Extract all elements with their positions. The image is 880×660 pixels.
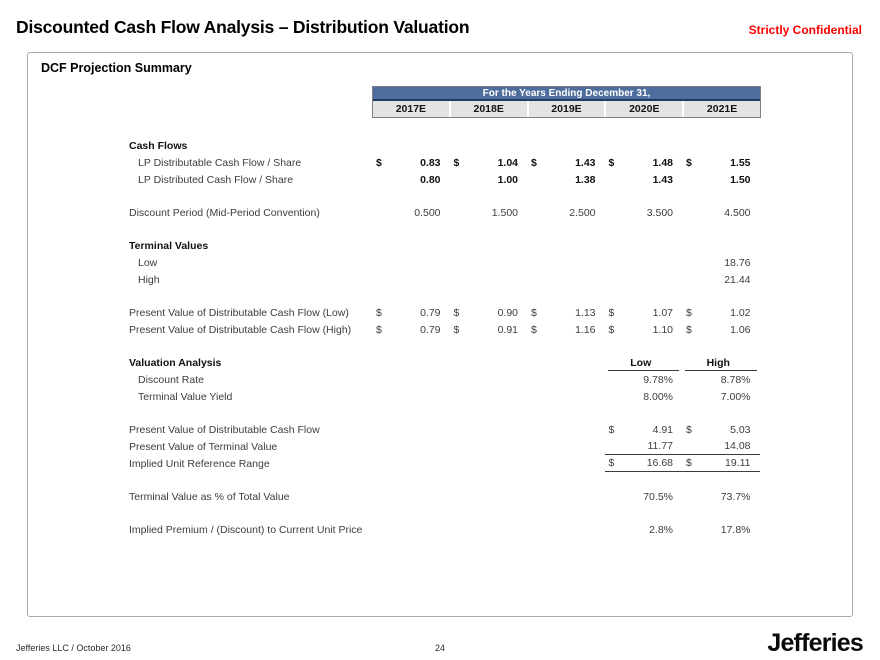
row-label: Terminal Value as % of Total Value xyxy=(129,490,290,503)
empty-cell xyxy=(527,254,605,271)
empty-cell xyxy=(372,388,450,405)
row-label: Present Value of Distributable Cash Flow (Low) xyxy=(129,306,349,319)
value-cell xyxy=(605,171,683,188)
cell-value: 9.78% xyxy=(643,373,673,386)
dollar-sign: $ xyxy=(453,156,460,169)
empty-cell xyxy=(450,271,528,288)
section-header-row xyxy=(28,137,852,154)
empty-cell xyxy=(372,371,450,388)
row-label: Terminal Values xyxy=(129,239,209,252)
year-column-header: 2021E xyxy=(682,101,760,117)
empty-cell xyxy=(450,521,528,538)
dollar-sign: $ xyxy=(608,423,615,436)
dollar-sign: $ xyxy=(608,323,615,336)
empty-cell xyxy=(527,421,605,438)
empty-cell xyxy=(372,271,450,288)
cell-value: 1.43 xyxy=(575,156,596,169)
year-column-header: 2020E xyxy=(604,101,682,117)
value-cell xyxy=(450,304,528,321)
dollar-sign: $ xyxy=(608,156,615,169)
row-label: Present Value of Distributable Cash Flow (High) xyxy=(129,323,352,336)
empty-cell xyxy=(450,254,528,271)
value-cell xyxy=(605,438,683,455)
cell-value: 4.500 xyxy=(724,206,751,219)
cell-value: 1.50 xyxy=(730,173,751,186)
value-cell xyxy=(450,154,528,171)
cell-value: 8.78% xyxy=(720,373,751,386)
cell-value: 19.11 xyxy=(725,457,751,469)
dollar-sign: $ xyxy=(453,306,460,319)
years-banner: For the Years Ending December 31, xyxy=(373,87,760,101)
cell-value: 2.8% xyxy=(649,523,673,536)
cell-value: 0.79 xyxy=(420,306,441,319)
row-label: Present Value of Distributable Cash Flow xyxy=(129,423,320,436)
cell-value: 5.03 xyxy=(730,423,751,436)
cell-value: 70.5% xyxy=(643,490,673,503)
spacer-row xyxy=(28,338,852,354)
value-cell xyxy=(682,154,760,171)
cell-value: 2.500 xyxy=(569,206,596,219)
dcf-table xyxy=(28,137,852,538)
value-cell xyxy=(527,204,605,221)
footer-firm-date: Jefferies LLC / October 2016 xyxy=(16,643,131,653)
value-cell xyxy=(372,154,450,171)
cell-value: 1.48 xyxy=(652,156,673,169)
row-label: Implied Premium / (Discount) to Current Unit Price xyxy=(129,523,363,536)
empty-cell xyxy=(450,488,528,505)
value-cell xyxy=(682,388,760,405)
cell-value: 17.8% xyxy=(720,523,751,536)
spacer-row xyxy=(28,288,852,304)
years-header-block xyxy=(372,86,761,118)
cell-value: 1.04 xyxy=(497,156,518,169)
row-label: Discount Period (Mid-Period Convention) xyxy=(129,206,320,219)
dollar-sign: $ xyxy=(531,306,537,319)
cell-value: 0.500 xyxy=(414,206,441,219)
value-cell xyxy=(682,304,760,321)
value-cell xyxy=(605,304,683,321)
empty-cell xyxy=(450,388,528,405)
panel-title: DCF Projection Summary xyxy=(41,61,192,75)
value-cell xyxy=(682,321,760,338)
cell-value: 1.00 xyxy=(497,173,518,186)
value-cell xyxy=(682,421,760,438)
value-cell xyxy=(682,171,760,188)
cell-value: 1.10 xyxy=(652,323,673,336)
row-label: Implied Unit Reference Range xyxy=(129,457,270,470)
value-cell xyxy=(682,371,760,388)
row-label: Present Value of Terminal Value xyxy=(129,440,278,453)
low-high-column-header: Low xyxy=(605,354,683,371)
value-cell xyxy=(605,321,683,338)
jefferies-logo: Jefferies xyxy=(767,629,863,657)
table-row xyxy=(28,388,852,405)
cell-value: 1.38 xyxy=(575,173,596,186)
value-cell xyxy=(450,204,528,221)
dollar-sign: $ xyxy=(376,156,382,169)
dollar-sign: $ xyxy=(531,156,537,169)
dollar-sign: $ xyxy=(376,323,382,336)
row-label: LP Distributed Cash Flow / Share xyxy=(138,173,294,186)
row-label: Terminal Value Yield xyxy=(138,390,233,403)
value-cell xyxy=(605,488,683,505)
empty-cell xyxy=(527,521,605,538)
table-row xyxy=(28,254,852,271)
cell-value: 1.16 xyxy=(575,323,596,336)
dollar-sign: $ xyxy=(608,306,615,319)
empty-cell xyxy=(605,271,683,288)
cell-value: 16.68 xyxy=(646,457,673,469)
cell-value: 0.79 xyxy=(420,323,441,336)
year-column-header: 2017E xyxy=(395,103,427,115)
year-column-header: 2018E xyxy=(449,101,527,117)
cell-value: 73.7% xyxy=(720,490,751,503)
dollar-sign: $ xyxy=(686,457,692,469)
value-cell xyxy=(605,204,683,221)
value-cell xyxy=(372,304,450,321)
confidential-label: Strictly Confidential xyxy=(748,23,862,37)
table-row xyxy=(28,304,852,321)
cell-value: 1.07 xyxy=(652,306,673,319)
empty-cell xyxy=(372,455,450,472)
value-cell xyxy=(682,254,760,271)
empty-cell xyxy=(450,455,528,472)
value-cell xyxy=(450,321,528,338)
row-label: Cash Flows xyxy=(129,139,188,152)
value-cell xyxy=(682,521,760,538)
slide-header xyxy=(16,17,862,38)
value-cell xyxy=(450,171,528,188)
dollar-sign: $ xyxy=(453,323,460,336)
value-cell xyxy=(605,154,683,171)
value-cell xyxy=(682,271,760,288)
value-cell xyxy=(682,204,760,221)
cell-value: 1.55 xyxy=(730,156,751,169)
cell-value: 1.500 xyxy=(491,206,518,219)
row-label: Low xyxy=(138,256,158,269)
dollar-sign: $ xyxy=(686,423,692,436)
value-cell xyxy=(605,371,683,388)
row-label: LP Distributable Cash Flow / Share xyxy=(138,156,302,169)
section-header-row xyxy=(28,237,852,254)
dollar-sign: $ xyxy=(376,306,382,319)
row-label: High xyxy=(138,273,160,286)
spacer-row xyxy=(28,505,852,521)
empty-cell xyxy=(372,421,450,438)
row-label: Valuation Analysis xyxy=(129,356,222,369)
dollar-sign: $ xyxy=(686,156,692,169)
table-row xyxy=(28,271,852,288)
dollar-sign: $ xyxy=(531,323,537,336)
spacer-row xyxy=(28,188,852,204)
empty-cell xyxy=(450,421,528,438)
empty-cell xyxy=(450,354,528,371)
empty-cell xyxy=(527,488,605,505)
empty-cell xyxy=(372,488,450,505)
empty-cell xyxy=(450,438,528,455)
value-cell xyxy=(682,455,760,472)
page-number: 24 xyxy=(434,643,445,653)
dollar-sign: $ xyxy=(608,457,615,469)
cell-value: 1.06 xyxy=(730,323,751,336)
table-row xyxy=(28,455,852,472)
value-cell xyxy=(682,488,760,505)
value-cell xyxy=(527,154,605,171)
value-cell xyxy=(527,171,605,188)
table-row xyxy=(28,371,852,388)
dollar-sign: $ xyxy=(686,306,692,319)
empty-cell xyxy=(372,354,450,371)
empty-cell xyxy=(527,271,605,288)
empty-cell xyxy=(527,388,605,405)
cell-value: 4.91 xyxy=(652,423,673,436)
empty-cell xyxy=(450,371,528,388)
value-cell xyxy=(372,204,450,221)
table-row xyxy=(28,204,852,221)
cell-value: 0.91 xyxy=(497,323,518,336)
value-cell xyxy=(527,321,605,338)
year-column-header: 2019E xyxy=(527,101,605,117)
table-row xyxy=(28,171,852,188)
low-high-column-header: High xyxy=(682,354,760,371)
empty-cell xyxy=(605,254,683,271)
cell-value: 21.44 xyxy=(724,273,751,286)
value-cell xyxy=(605,455,683,472)
value-cell xyxy=(527,304,605,321)
cell-value: 1.13 xyxy=(575,306,596,319)
cell-value: 0.90 xyxy=(497,306,518,319)
table-row xyxy=(28,321,852,338)
table-row xyxy=(28,521,852,538)
table-row xyxy=(28,421,852,438)
year-columns-row xyxy=(373,101,760,117)
empty-cell xyxy=(372,254,450,271)
value-cell xyxy=(605,421,683,438)
spacer-row xyxy=(28,221,852,237)
cell-value: 0.80 xyxy=(420,173,441,186)
cell-value: 14.08 xyxy=(724,440,751,452)
cell-value: 0.83 xyxy=(420,156,441,169)
cell-value: 1.02 xyxy=(730,306,751,319)
value-cell xyxy=(372,171,450,188)
empty-cell xyxy=(527,438,605,455)
empty-cell xyxy=(527,354,605,371)
empty-cell xyxy=(527,455,605,472)
table-row xyxy=(28,488,852,505)
table-row xyxy=(28,354,852,371)
spacer-row xyxy=(28,405,852,421)
value-cell xyxy=(605,388,683,405)
cell-value: 11.77 xyxy=(647,440,673,452)
cell-value: 1.43 xyxy=(652,173,673,186)
value-cell xyxy=(372,321,450,338)
empty-cell xyxy=(372,521,450,538)
empty-cell xyxy=(527,371,605,388)
cell-value: 3.500 xyxy=(646,206,673,219)
table-row xyxy=(28,438,852,455)
dcf-summary-panel xyxy=(27,52,853,617)
dollar-sign: $ xyxy=(686,323,692,336)
empty-cell xyxy=(372,438,450,455)
value-cell xyxy=(682,438,760,455)
cell-value: 8.00% xyxy=(643,390,673,403)
table-row xyxy=(28,154,852,171)
spacer-row xyxy=(28,472,852,488)
cell-value: 7.00% xyxy=(720,390,751,403)
value-cell xyxy=(605,521,683,538)
row-label: Discount Rate xyxy=(138,373,204,386)
page-title: Discounted Cash Flow Analysis – Distribution Valuation xyxy=(16,17,470,37)
cell-value: 18.76 xyxy=(724,256,751,269)
